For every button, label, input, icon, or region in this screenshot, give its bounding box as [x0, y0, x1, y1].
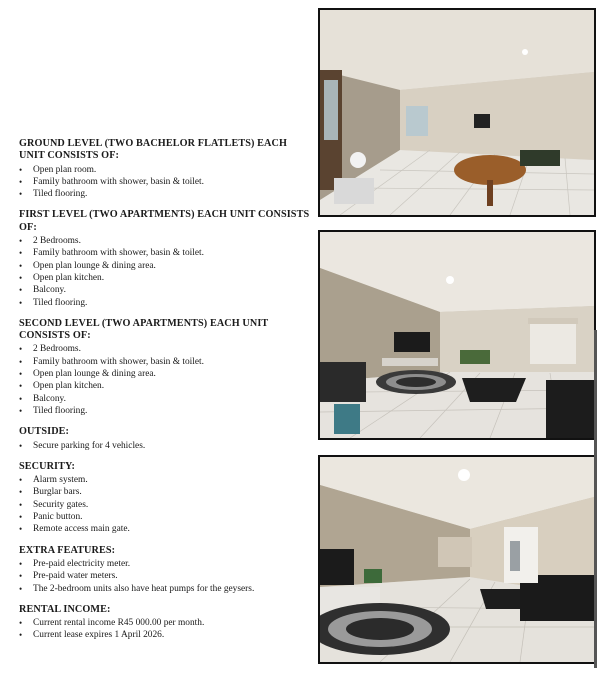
list-item: • 2 Bedrooms. [19, 343, 311, 355]
list-item: • Remote access main gate. [19, 523, 311, 535]
section-heading: EXTRA FEATURES: [19, 544, 116, 556]
list-item: • 2 Bedrooms. [19, 235, 311, 247]
list-item: • Pre-paid electricity meter. [19, 558, 311, 570]
list-item: • Secure parking for 4 vehicles. [19, 440, 311, 452]
list-item: • Open plan lounge & dining area. [19, 260, 311, 272]
list-item: • Panic button. [19, 511, 311, 523]
photo-apartment-lounge [318, 230, 596, 440]
section-heading: RENTAL INCOME: [19, 603, 111, 615]
section-rental-income [19, 604, 311, 642]
section-heading: SECOND LEVEL (TWO APARTMENTS) EACH UNIT CONSISTS OF: [19, 317, 269, 342]
feature-list [19, 343, 311, 417]
list-item: • Current lease expires 1 April 2026. [19, 629, 311, 641]
feature-list [19, 558, 311, 595]
section-ground-level [19, 138, 311, 200]
list-item: • Alarm system. [19, 474, 311, 486]
section-first-level [19, 209, 311, 308]
feature-list [19, 474, 311, 535]
feature-list [19, 440, 311, 452]
section-second-level [19, 318, 311, 417]
list-item: • Open plan kitchen. [19, 380, 311, 392]
section-extra-features [19, 545, 311, 595]
section-heading: GROUND LEVEL (TWO BACHELOR FLATLETS) EACH UNIT CONSISTS OF: [19, 138, 287, 162]
feature-list [19, 617, 311, 642]
photo-apartment-open-plan [318, 455, 596, 664]
property-details [19, 138, 311, 651]
page-edge-line [594, 330, 597, 668]
list-item: • Open plan room. [19, 164, 311, 176]
list-item: • Family bathroom with shower, basin & toilet. [19, 247, 311, 259]
list-item: • Open plan kitchen. [19, 272, 311, 284]
section-outside [19, 426, 311, 452]
list-item: • Tiled flooring. [19, 297, 311, 309]
list-item: • Open plan lounge & dining area. [19, 368, 311, 380]
list-item: • Security gates. [19, 499, 311, 511]
list-item: • Tiled flooring. [19, 188, 311, 200]
section-heading: FIRST LEVEL (TWO APARTMENTS) EACH UNIT CONSISTS OF: [19, 209, 310, 233]
section-heading: OUTSIDE: [19, 426, 70, 438]
list-item: • Current rental income R45 000.00 per month. [19, 617, 311, 629]
list-item: • Family bathroom with shower, basin & toilet. [19, 176, 311, 188]
feature-list [19, 235, 311, 309]
list-item: • Burglar bars. [19, 486, 311, 498]
section-heading: SECURITY: [19, 460, 76, 472]
list-item: • Family bathroom with shower, basin & toilet. [19, 356, 311, 368]
section-security [19, 461, 311, 536]
list-item: • The 2-bedroom units also have heat pumps for the geysers. [19, 583, 311, 595]
photo-flatlet-interior [318, 8, 596, 217]
list-item: • Pre-paid water meters. [19, 570, 311, 582]
list-item: • Balcony. [19, 284, 311, 296]
list-item: • Balcony. [19, 393, 311, 405]
feature-list [19, 164, 311, 201]
list-item: • Tiled flooring. [19, 405, 311, 417]
